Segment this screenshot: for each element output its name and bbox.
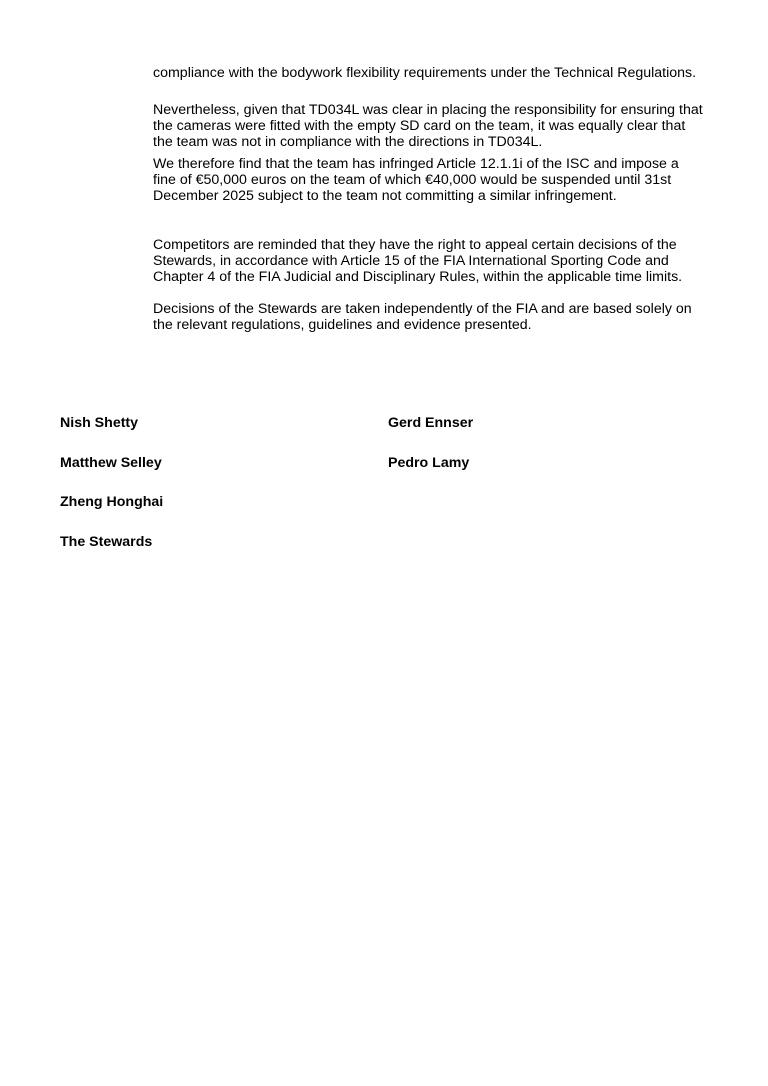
steward-name: Zheng Honghai	[60, 494, 164, 510]
steward-name: Gerd Ennser	[388, 415, 474, 431]
paragraph-compliance-continuation: compliance with the bodywork flexibility requirements under the Technical Regulations.	[153, 65, 697, 81]
paragraph-right-to-appeal: Competitors are reminded that they have the right to appeal certain decisions of the Stewards, in accordance with Article 15 of the FIA International Sporting Code and Chapter 4 of the FIA Judicial and Disciplinary Rules, within the applicable time limits.	[153, 237, 683, 285]
steward-name: Pedro Lamy	[388, 455, 470, 471]
paragraph-responsibility: Nevertheless, given that TD034L was clear in placing the responsibility for ensuring that the cameras were fitted with the empty SD card on the team, it was equally clear that the team was not in compliance with the directions in TD034L.	[153, 102, 703, 150]
signature-label: The Stewards	[60, 534, 153, 550]
steward-name: Nish Shetty	[60, 415, 139, 431]
steward-name: Matthew Selley	[60, 455, 162, 471]
paragraph-independence-statement: Decisions of the Stewards are taken independently of the FIA and are based solely on the relevant regulations, guidelines and evidence presented.	[153, 301, 692, 333]
paragraph-decision-fine: We therefore find that the team has infringed Article 12.1.1i of the ISC and impose a fine of €50,000 euros on the team of which €40,000 would be suspended until 31st December 2025 subject to the team not committing a similar infringement.	[153, 156, 679, 204]
